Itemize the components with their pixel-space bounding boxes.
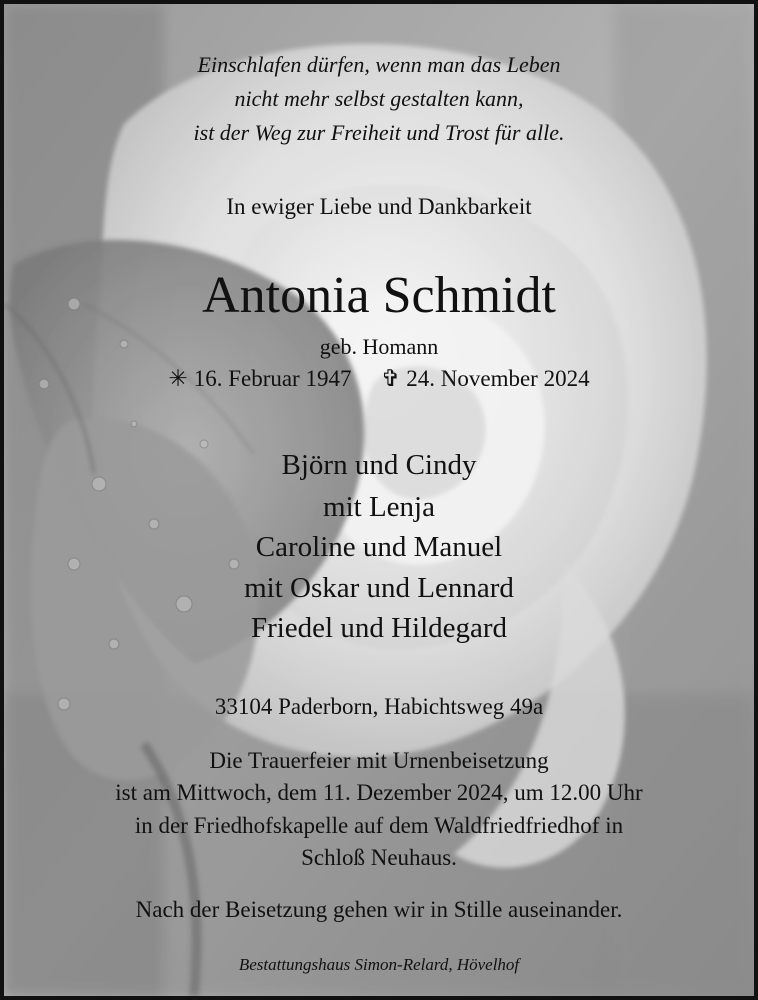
birth-date: 16. Februar 1947: [193, 366, 352, 391]
birth-star-icon: ✳: [168, 366, 188, 391]
intro-text: In ewiger Liebe und Dankbarkeit: [226, 194, 532, 219]
mourner-line: Caroline und Manuel: [255, 531, 503, 563]
closing-text: Nach der Beisetzung gehen wir in Stille auseinander.: [135, 897, 623, 922]
deceased-name: Antonia Schmidt: [202, 267, 556, 324]
motto-line-2: nicht mehr selbst gestalten kann,: [234, 86, 524, 111]
life-dates: [4, 366, 754, 392]
notice-text: [4, 4, 754, 996]
motto-line-1: Einschlafen dürfen, wenn man das Leben: [197, 52, 561, 77]
address: 33104 Paderborn, Habichtsweg 49a: [214, 694, 544, 719]
death-cross-icon: ✞: [380, 366, 401, 391]
mourner-line: mit Oskar und Lennard: [244, 572, 514, 604]
obituary-card: [4, 4, 754, 996]
mourner-line: Friedel und Hildegard: [250, 612, 508, 644]
mourner-line: Björn und Cindy: [281, 449, 477, 481]
funeral-line-1: Die Trauerfeier mit Urnenbeisetzung: [209, 748, 549, 773]
funeral-line-3: in der Friedhofskapelle auf dem Waldfriedfriedhof in: [134, 813, 624, 838]
birth-name: geb. Homann: [319, 334, 439, 359]
death-date: 24. November 2024: [406, 366, 590, 391]
undertaker-credit: Bestattungshaus Simon-Relard, Hövelhof: [238, 955, 520, 974]
funeral-line-2: ist am Mittwoch, dem 11. Dezember 2024, um 12.00 Uhr: [115, 780, 643, 805]
mourner-line: mit Lenja: [323, 491, 435, 523]
funeral-line-4: Schloß Neuhaus.: [301, 845, 457, 870]
motto-line-3: ist der Weg zur Freiheit und Trost für alle.: [193, 120, 565, 145]
